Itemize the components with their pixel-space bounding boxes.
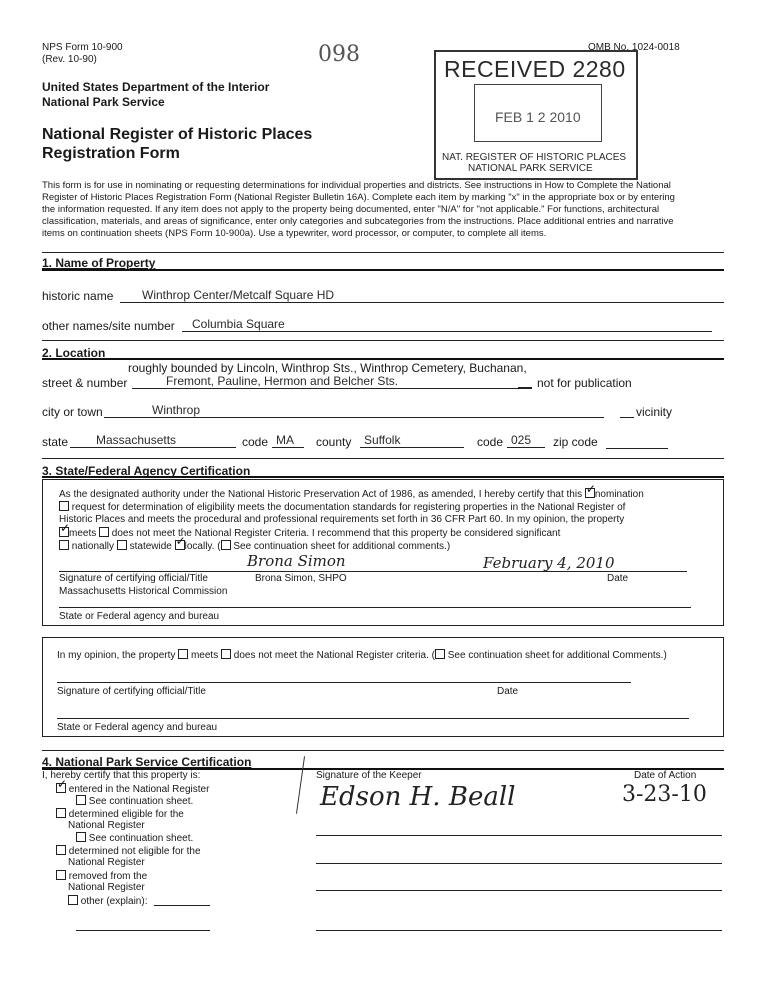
signatory-name: Brona Simon, SHPO (255, 573, 347, 584)
divider (42, 750, 724, 751)
nomination-checkbox[interactable] (585, 488, 595, 498)
option-other (68, 895, 147, 908)
option-text: See continuation sheet. (88, 796, 194, 807)
statewide-checkbox[interactable] (117, 540, 127, 550)
option-eligible-b: National Register (68, 820, 145, 831)
state-field[interactable]: Massachusetts (70, 433, 236, 448)
keeper-initial-stroke (296, 756, 305, 814)
handwritten-date: February 4, 2010 (483, 554, 615, 572)
department: United States Department of the Interior (42, 80, 270, 94)
opinion-text: does not meet the National Register criteria. ( (233, 650, 435, 661)
cert-text: locally. ( (184, 541, 221, 552)
request-checkbox[interactable] (59, 501, 69, 511)
stamp-line-1: NAT. REGISTER OF HISTORIC PLACES (442, 152, 627, 163)
option-text: determined not eligible for the (68, 846, 201, 857)
divider (42, 269, 724, 271)
historic-name-label: historic name (42, 289, 114, 303)
page-title: National Register of Historic Places (42, 126, 313, 143)
opinion-text: See continuation sheet for additional Comments.) (447, 650, 667, 661)
opinion-continuation-checkbox[interactable] (435, 649, 445, 659)
street-label: street & number (42, 376, 128, 390)
date-label: Date (607, 573, 629, 584)
opinion-box (42, 637, 724, 737)
certify-statement: I, hereby certify that this property is: (42, 770, 201, 781)
state-code-field[interactable]: MA (272, 433, 304, 448)
continuation-checkbox[interactable] (221, 540, 231, 550)
other-checkbox[interactable] (68, 895, 78, 905)
zip-label: zip code (553, 435, 598, 449)
code-label: code (242, 435, 269, 449)
cert-line-4 (59, 527, 560, 540)
option-text: entered in the National Register (68, 784, 210, 795)
other-explain-line[interactable] (154, 905, 210, 906)
opinion-text: meets (190, 650, 219, 661)
signature-label: Signature of certifying official/Title (59, 573, 208, 584)
form-number: NPS Form 10-900 (42, 42, 123, 53)
option-text: determined eligible for the (68, 809, 184, 820)
signatory-organization: Massachusetts Historical Commission (59, 586, 228, 597)
divider (42, 252, 724, 253)
opinion-not-meet-checkbox[interactable] (221, 649, 231, 659)
locally-checkbox[interactable] (175, 540, 185, 550)
option-removed-b: National Register (68, 882, 145, 893)
nationally-checkbox[interactable] (59, 540, 69, 550)
intro-line: Register of Historic Places Registration Form (National Register Bulletin 16A). Complete each item by marking "x" in the appropriate box or by entering (42, 192, 675, 203)
opinion-signature-line[interactable] (57, 682, 631, 683)
city-label: city or town (42, 405, 103, 419)
intro-line: the information requested. If any item does not apply to the property being documented, enter "N/A" for "not applicable." For functions, architectural (42, 204, 660, 215)
does-not-meet-checkbox[interactable] (99, 527, 109, 537)
keeper-signature-label: Signature of the Keeper (316, 770, 422, 781)
opinion-agency-line[interactable] (57, 718, 689, 719)
section-4-heading: 4. National Park Service Certification (42, 755, 252, 769)
cert-line-2 (59, 501, 625, 514)
form-revision: (Rev. 10-90) (42, 54, 97, 65)
meets-checkbox[interactable] (59, 527, 69, 537)
stamp-date: FEB 1 2 2010 (495, 109, 581, 125)
intro-line: classification, materials, and areas of significance, enter only categories and subcategories from the instructions. Place additional entries and narrative (42, 216, 674, 227)
zip-field[interactable] (606, 448, 668, 449)
nfp-blank[interactable] (518, 387, 532, 388)
divider (42, 458, 724, 459)
not-eligible-checkbox[interactable] (56, 845, 66, 855)
intro-line: This form is for use in nominating or requesting determinations for individual properties and districts. See instructions in How to Complete the National (42, 180, 671, 191)
section-3-heading: 3. State/Federal Agency Certification (42, 464, 251, 478)
agency: National Park Service (42, 95, 165, 109)
opinion-text: In my opinion, the property (57, 650, 176, 661)
omb-number: OMB No. 1024-0018 (588, 42, 680, 53)
section-2-heading: 2. Location (42, 346, 106, 360)
option-entered-sub (76, 795, 193, 808)
eligible-continuation-checkbox[interactable] (76, 832, 86, 842)
other-names-field[interactable]: Columbia Square (182, 317, 712, 332)
certification-box (42, 479, 724, 626)
keeper-line[interactable] (316, 930, 722, 931)
opinion-signature-label: Signature of certifying official/Title (57, 686, 206, 697)
intro-line: items on continuation sheets (NPS Form 10-900a). Use a typewriter, word processor, or computer, to complete all items. (42, 228, 547, 239)
page-subtitle: Registration Form (42, 145, 180, 162)
entered-checkbox[interactable] (56, 783, 66, 793)
state-label: state (42, 435, 69, 449)
cert-text: As the designated authority under the National Historic Preservation Act of 1986, as amended, I hereby certify that this (59, 489, 583, 500)
divider (42, 476, 724, 478)
other-names-label: other names/site number (42, 319, 175, 333)
option-text: other (explain): (80, 896, 148, 907)
historic-name-field[interactable]: Winthrop Center/Metcalf Square HD (120, 288, 724, 303)
keeper-handwritten-signature: Edson H. Beall (320, 782, 516, 812)
entered-continuation-checkbox[interactable] (76, 795, 86, 805)
cert-line-1 (59, 488, 644, 501)
cert-text: does not meet the National Register Criteria. I recommend that this property be considered significant (111, 528, 561, 539)
intro-paragraph (42, 180, 732, 240)
opinion-meets-checkbox[interactable] (178, 649, 188, 659)
cert-text: See continuation sheet for additional comments.) (233, 541, 451, 552)
stamp-received: RECEIVED 2280 (444, 56, 626, 82)
opinion-agency-label: State or Federal agency and bureau (57, 722, 218, 733)
signature-line[interactable] (59, 571, 687, 572)
street-line-1: roughly bounded by Lincoln, Winthrop Sts., Winthrop Cemetery, Buchanan, (128, 361, 527, 375)
eligible-checkbox[interactable] (56, 808, 66, 818)
removed-checkbox[interactable] (56, 870, 66, 880)
section-1-heading: 1. Name of Property (42, 256, 156, 270)
cert-text: meets (69, 528, 97, 539)
received-stamp (434, 50, 638, 180)
cert-text: request for determination of eligibility meets the documentation standards for registering properties in the National Register of (71, 502, 626, 513)
keeper-line[interactable] (316, 835, 722, 836)
option-text: removed from the (68, 871, 148, 882)
divider (42, 358, 724, 360)
opinion-line (57, 649, 667, 662)
handwritten-signature: Brona Simon (247, 552, 346, 570)
cert-text: statewide (129, 541, 172, 552)
cert-text: nomination (594, 489, 644, 500)
option-not-eligible-b: National Register (68, 857, 145, 868)
action-handwritten-date: 3-23-10 (622, 782, 707, 807)
handwritten-number: 098 (318, 42, 360, 67)
county-code-field[interactable]: 025 (507, 433, 545, 448)
city-field[interactable]: Winthrop (104, 403, 604, 418)
option-eligible-sub (76, 832, 193, 845)
vicinity-label: vicinity (636, 405, 673, 419)
county-code-label: code (477, 435, 504, 449)
date-of-action-label: Date of Action (634, 770, 697, 781)
other-explain-line-2[interactable] (76, 930, 210, 931)
stamp-line-2: NATIONAL PARK SERVICE (468, 163, 593, 174)
cert-text: nationally (71, 541, 115, 552)
keeper-line[interactable] (316, 890, 722, 891)
vicinity-blank[interactable] (620, 417, 634, 418)
agency-label: State or Federal agency and bureau (59, 611, 220, 622)
stamp-date-box (474, 84, 602, 142)
opinion-date-label: Date (497, 686, 519, 697)
option-text: See continuation sheet. (88, 833, 194, 844)
divider (42, 340, 724, 341)
not-for-publication-label: not for publication (537, 376, 632, 390)
county-field[interactable]: Suffolk (360, 433, 464, 448)
county-label: county (316, 435, 352, 449)
agency-line[interactable] (59, 607, 691, 608)
keeper-line[interactable] (316, 863, 722, 864)
cert-line-3: Historic Places and meets the procedural and professional requirements set forth in 36 CFR Part 60. In my opinion, the property (59, 514, 625, 525)
street-field[interactable]: Fremont, Pauline, Hermon and Belcher Sts. (132, 374, 532, 389)
